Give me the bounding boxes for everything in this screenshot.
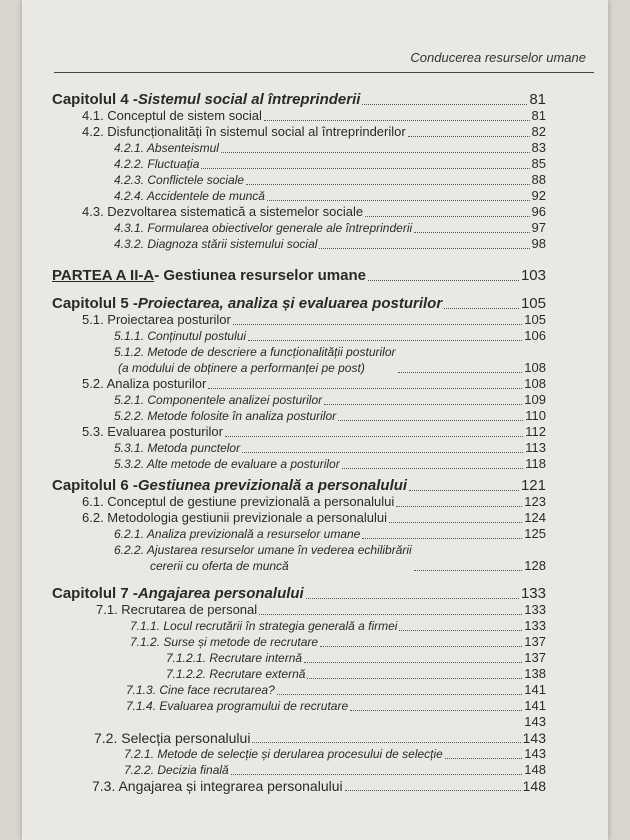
book-page — [22, 0, 608, 840]
dot-leader — [338, 420, 523, 421]
dot-leader — [319, 248, 529, 249]
dot-leader — [414, 570, 523, 571]
toc-orphan-page — [52, 714, 546, 730]
entry-label: 4.3.1. Formularea obiectivelor generale ale întreprinderii — [114, 221, 413, 235]
page-number: 81 — [531, 108, 546, 123]
entry-label: 4.2.4. Accidentele de muncă — [114, 189, 265, 203]
entry-label: 4.2. Disfuncționalități în sistemul social al întreprinderilor — [82, 124, 406, 139]
entry-label-line-2: (a modului de obținere a performanței pe post) — [118, 361, 365, 375]
toc-entry-5-1-2 — [52, 344, 546, 376]
entry-label: 7.1.3. Cine face recrutarea? — [126, 683, 275, 697]
entry-label: 5.2.1. Componentele analizei posturilor — [114, 393, 323, 407]
entry-label: 7.2.2. Decizia finală — [124, 763, 229, 777]
toc-entry-4-2-1 — [52, 140, 546, 156]
page-number: 109 — [524, 392, 546, 407]
entry-label: 7.1.1. Locul recrutării în strategia generală a firmei — [130, 619, 398, 633]
dot-leader — [231, 774, 523, 775]
dot-leader — [362, 104, 527, 105]
dot-leader — [233, 324, 522, 325]
page-number: 141 — [524, 698, 546, 713]
page-number: 148 — [524, 762, 546, 777]
dot-leader — [221, 152, 530, 153]
chapter-title: Angajarea personalului — [137, 585, 304, 602]
entry-label: 7.1.2. Surse și metode de recrutare — [130, 635, 319, 649]
toc-entry-5-2-2 — [52, 408, 546, 424]
entry-label: 4.1. Conceptul de sistem social — [82, 108, 262, 123]
dot-leader — [225, 436, 523, 437]
page-number: 125 — [524, 526, 546, 541]
toc-entry-5-3 — [52, 424, 546, 440]
toc-entry-5-2-1 — [52, 392, 546, 408]
entry-label: 6.2. Metodologia gestiunii previzionale a personalului — [82, 510, 387, 525]
entry-label: 4.2.3. Conflictele sociale — [114, 173, 245, 187]
running-header: Conducerea resurselor umane — [410, 50, 586, 65]
page-number: 88 — [531, 172, 546, 187]
page-number: 137 — [524, 650, 546, 665]
dot-leader — [306, 598, 519, 599]
toc-chapter-5 — [52, 296, 546, 312]
toc-entry-5-1 — [52, 312, 546, 328]
page-number: 103 — [520, 267, 546, 284]
page-number: 138 — [524, 666, 546, 681]
dot-leader — [408, 136, 530, 137]
dot-leader — [304, 662, 522, 663]
dot-leader — [307, 678, 522, 679]
chapter-prefix: Capitolul 7 - — [52, 585, 138, 602]
dot-leader — [267, 200, 530, 201]
toc-entry-5-2 — [52, 376, 546, 392]
page-number: 148 — [522, 778, 546, 794]
toc-entry-7-1-1 — [52, 618, 546, 634]
chapter-title: Gestiunea previzională a personalului — [137, 477, 408, 494]
entry-label: 5.1.1. Conținutul postului — [114, 329, 247, 343]
entry-label: 5.2. Analiza posturilor — [82, 376, 207, 391]
entry-label: 5.3.1. Metoda punctelor — [114, 441, 241, 455]
toc-entry-4-3 — [52, 204, 546, 220]
dot-leader — [396, 506, 522, 507]
toc-entry-5-1-1 — [52, 328, 546, 344]
page-number: 96 — [531, 204, 546, 219]
chapter-title: Proiectarea, analiza și evaluarea posturilor — [137, 295, 443, 312]
dot-leader — [246, 184, 529, 185]
toc-entry-7-1-2 — [52, 634, 546, 650]
toc-entry-7-2-1 — [52, 746, 546, 762]
page-number: 121 — [520, 477, 546, 494]
toc-entry-5-3-2 — [52, 456, 546, 472]
entry-label: 4.2.2. Fluctuația — [114, 157, 200, 171]
dot-leader — [444, 308, 519, 309]
dot-leader — [398, 372, 523, 373]
page-number: 133 — [524, 618, 546, 633]
dot-leader — [320, 646, 522, 647]
dot-leader — [368, 280, 519, 281]
table-of-contents — [52, 92, 546, 794]
toc-entry-4-2-2 — [52, 156, 546, 172]
page-number: 106 — [524, 328, 546, 343]
page-number: 108 — [524, 376, 546, 391]
page-number: 105 — [524, 312, 546, 327]
dot-leader — [362, 538, 522, 539]
toc-entry-7-1-2-1 — [52, 650, 546, 666]
page-number: 143 — [524, 746, 546, 761]
dot-leader — [409, 490, 519, 491]
toc-part-2 — [52, 268, 546, 284]
dot-leader — [350, 710, 522, 711]
toc-entry-7-1-4 — [52, 698, 546, 714]
page-number: 118 — [525, 456, 546, 471]
toc-chapter-6 — [52, 478, 546, 494]
dot-leader — [248, 340, 522, 341]
entry-label: 4.3. Dezvoltarea sistematică a sistemelor sociale — [82, 204, 364, 219]
dot-leader — [264, 120, 530, 121]
page-number: 143 — [522, 730, 546, 746]
entry-label: 7.1.2.1. Recrutare internă — [166, 651, 303, 665]
page-number: 85 — [531, 156, 546, 171]
page-number: 123 — [524, 494, 546, 509]
page-number: 92 — [531, 188, 546, 203]
page-number: 105 — [520, 295, 546, 312]
chapter-prefix: Capitolul 5 - — [52, 295, 138, 312]
toc-entry-6-2-2 — [52, 542, 546, 574]
dot-leader — [252, 742, 520, 743]
toc-entry-4-2-4 — [52, 188, 546, 204]
chapter-prefix: Capitolul 4 - — [52, 91, 138, 108]
page-number: 81 — [529, 91, 546, 108]
entry-label: 5.2.2. Metode folosite în analiza posturilor — [114, 409, 337, 423]
dot-leader — [201, 168, 529, 169]
entry-label: 7.3. Angajarea și integrarea personalului — [92, 778, 343, 794]
dot-leader — [242, 452, 523, 453]
toc-entry-7-3 — [52, 778, 546, 794]
toc-entry-4-3-1 — [52, 220, 546, 236]
dot-leader — [414, 232, 529, 233]
dot-leader — [345, 790, 521, 791]
entry-label-line-1: 6.2.2. Ajustarea resurselor umane în vederea echilibrării — [114, 543, 412, 557]
toc-entry-7-1-3 — [52, 682, 546, 698]
toc-entry-5-3-1 — [52, 440, 546, 456]
entry-label: 5.3.2. Alte metode de evaluare a posturilor — [114, 457, 340, 471]
chapter-title: Sistemul social al întreprinderii — [137, 91, 361, 108]
toc-entry-7-2-2 — [52, 762, 546, 778]
entry-label: 4.2.1. Absenteismul — [114, 141, 219, 155]
dot-leader — [365, 216, 529, 217]
entry-label: 7.1.2.2. Recrutare externă — [166, 667, 306, 681]
page-number: 133 — [524, 602, 546, 617]
toc-entry-4-1 — [52, 108, 546, 124]
toc-entry-7-1 — [52, 602, 546, 618]
page-number: 112 — [525, 424, 546, 439]
page-number: 97 — [531, 220, 546, 235]
header-rule — [54, 72, 594, 73]
page-number: 110 — [525, 408, 546, 423]
dot-leader — [277, 694, 523, 695]
toc-entry-7-2 — [52, 730, 546, 746]
entry-label: 7.2. Selecția personalului — [94, 730, 251, 746]
dot-leader — [445, 758, 522, 759]
toc-chapter-7 — [52, 586, 546, 602]
page-number: 98 — [531, 236, 546, 251]
page-number: 113 — [525, 440, 546, 455]
page-number: 143 — [524, 714, 546, 729]
dot-leader — [399, 630, 522, 631]
entry-label: 7.2.1. Metode de selecție și derularea procesului de selecție — [124, 747, 443, 761]
part-title: - Gestiunea resurselor umane — [154, 267, 366, 284]
toc-entry-4-2-3 — [52, 172, 546, 188]
page-number: 137 — [524, 634, 546, 649]
dot-leader — [259, 614, 522, 615]
toc-chapter-4 — [52, 92, 546, 108]
chapter-prefix: Capitolul 6 - — [52, 477, 138, 494]
part-prefix: PARTEA A II-A — [52, 267, 155, 284]
entry-label: 6.1. Conceptul de gestiune previzională a personalului — [82, 494, 395, 509]
page-number: 124 — [524, 510, 546, 525]
entry-label: 4.3.2. Diagnoza stării sistemului social — [114, 237, 318, 251]
entry-label-line-2: cererii cu oferta de muncă — [150, 559, 289, 573]
toc-entry-6-2 — [52, 510, 546, 526]
page-number: 128 — [524, 558, 546, 573]
entry-label: 7.1.4. Evaluarea programului de recrutare — [126, 699, 349, 713]
page-number: 82 — [531, 124, 546, 139]
page-number: 133 — [520, 585, 546, 602]
dot-leader — [208, 388, 522, 389]
dot-leader — [342, 468, 524, 469]
page-number: 141 — [524, 682, 546, 697]
entry-label: 5.1. Proiectarea posturilor — [82, 312, 231, 327]
entry-label-line-1: 5.1.2. Metode de descriere a funcționalității posturilor — [114, 345, 396, 359]
dot-leader — [324, 404, 522, 405]
entry-label: 5.3. Evaluarea posturilor — [82, 424, 223, 439]
toc-entry-6-2-1 — [52, 526, 546, 542]
toc-entry-6-1 — [52, 494, 546, 510]
page-number: 83 — [531, 140, 546, 155]
toc-entry-7-1-2-2 — [52, 666, 546, 682]
page-number: 108 — [524, 360, 546, 375]
toc-entry-4-2 — [52, 124, 546, 140]
entry-label: 7.1. Recrutarea de personal — [96, 602, 258, 617]
dot-leader — [389, 522, 522, 523]
entry-label: 6.2.1. Analiza previzională a resurselor umane — [114, 527, 361, 541]
toc-entry-4-3-2 — [52, 236, 546, 252]
